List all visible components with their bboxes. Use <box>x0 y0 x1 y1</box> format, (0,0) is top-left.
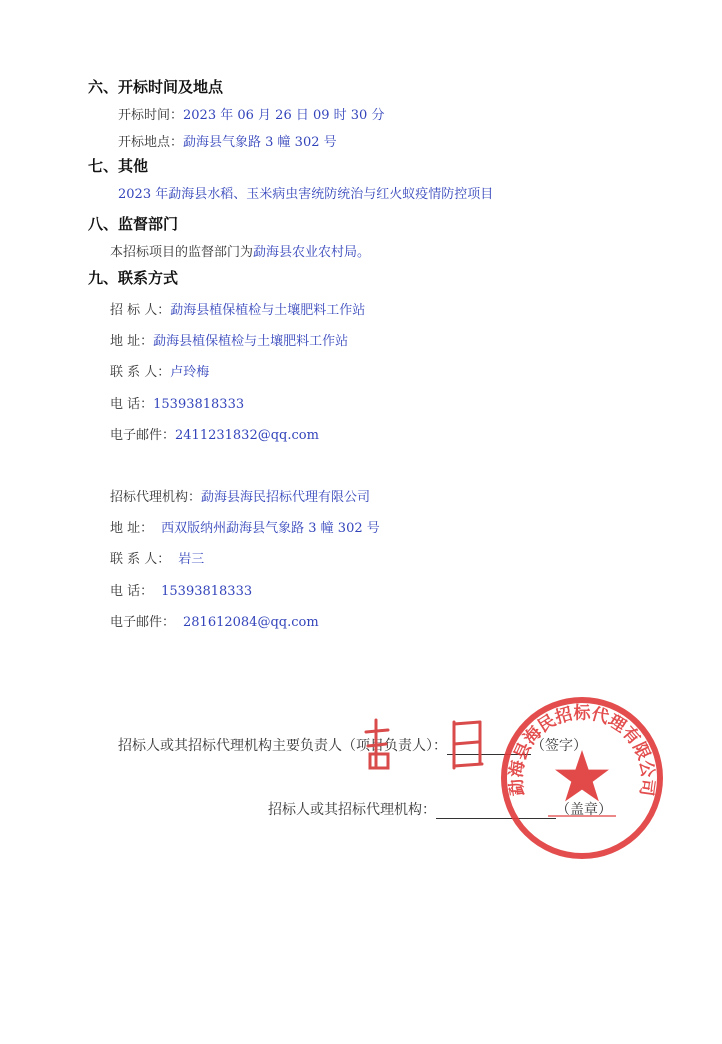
tenderer-name-value: 勐海县植保植检与土壤肥料工作站 <box>170 303 366 318</box>
tenderer-phone-value: 15393818333 <box>153 397 245 412</box>
agency-email-label: 电子邮件： <box>110 615 176 630</box>
tenderer-address-value: 勐海县植保植检与土壤肥料工作站 <box>153 334 349 349</box>
agency-contact-label: 联 系 人： <box>110 552 171 567</box>
seal-text: 勐海县海民招标代理有限公司 <box>506 703 658 798</box>
section-six-heading: 六、开标时间及地点 <box>88 78 224 96</box>
bid-opening-place-label: 开标地点： <box>118 135 184 150</box>
signature-suffix-stamp: （盖章） <box>556 802 612 818</box>
signature-line-principal-text: 招标人或其招标代理机构主要负责人（项目负责人）： <box>118 738 447 754</box>
agency-email-value: 281612084@qq.com <box>183 615 319 630</box>
agency-phone-row <box>110 580 252 599</box>
bid-opening-time-label: 开标时间： <box>118 108 184 123</box>
agency-phone-label: 电 话： <box>110 584 154 599</box>
tenderer-phone-label: 电 话： <box>110 397 154 412</box>
agency-contact-value: 岩三 <box>178 552 205 567</box>
seal-star-icon <box>555 750 609 801</box>
tenderer-contact-row <box>110 361 209 380</box>
agency-contact-row <box>110 548 204 567</box>
agency-name-row <box>110 486 370 505</box>
bid-opening-time-value: 2023 年 06 月 26 日 09 时 30 分 <box>183 108 385 123</box>
tenderer-address-row <box>110 330 348 349</box>
company-seal <box>498 694 666 862</box>
tenderer-email-label: 电子邮件： <box>110 428 176 443</box>
tenderer-name-row <box>110 299 365 318</box>
tenderer-name-label: 招 标 人： <box>110 303 171 318</box>
signature-suffix-sign: （签字） <box>531 738 587 754</box>
section-nine-heading: 九、联系方式 <box>88 269 179 287</box>
tenderer-email-row <box>110 424 319 443</box>
tenderer-email-value: 2411231832@qq.com <box>175 428 319 443</box>
supervision-text <box>110 241 370 260</box>
tenderer-phone-row <box>110 393 244 412</box>
supervision-prefix: 本招标项目的监督部门为 <box>110 245 254 260</box>
agency-address-value: 西双版纳州勐海县气象路 3 幢 302 号 <box>161 521 380 536</box>
agency-email-row <box>110 611 319 630</box>
supervision-department: 勐海县农业农村局。 <box>253 245 371 260</box>
section-seven-heading: 七、其他 <box>88 157 149 175</box>
agency-name-label: 招标代理机构： <box>110 490 202 505</box>
tenderer-contact-label: 联 系 人： <box>110 365 171 380</box>
bid-opening-place-value: 勐海县气象路 3 幢 302 号 <box>183 135 337 150</box>
handwritten-signature <box>358 712 508 772</box>
agency-address-row <box>110 517 380 536</box>
agency-name-value: 勐海县海民招标代理有限公司 <box>201 490 371 505</box>
tenderer-contact-value: 卢玲梅 <box>170 365 210 380</box>
signature-line-organization-text: 招标人或其招标代理机构： <box>268 802 436 818</box>
bid-opening-place-row <box>118 131 337 150</box>
section-eight-heading: 八、监督部门 <box>88 215 179 233</box>
other-project-name: 2023 年勐海县水稻、玉米病虫害统防统治与红火蚁疫情防控项目 <box>118 187 494 202</box>
agency-address-label: 地 址： <box>110 521 154 536</box>
tenderer-address-label: 地 址： <box>110 334 154 349</box>
agency-phone-value: 15393818333 <box>161 584 253 599</box>
bid-opening-time-row <box>118 104 384 123</box>
